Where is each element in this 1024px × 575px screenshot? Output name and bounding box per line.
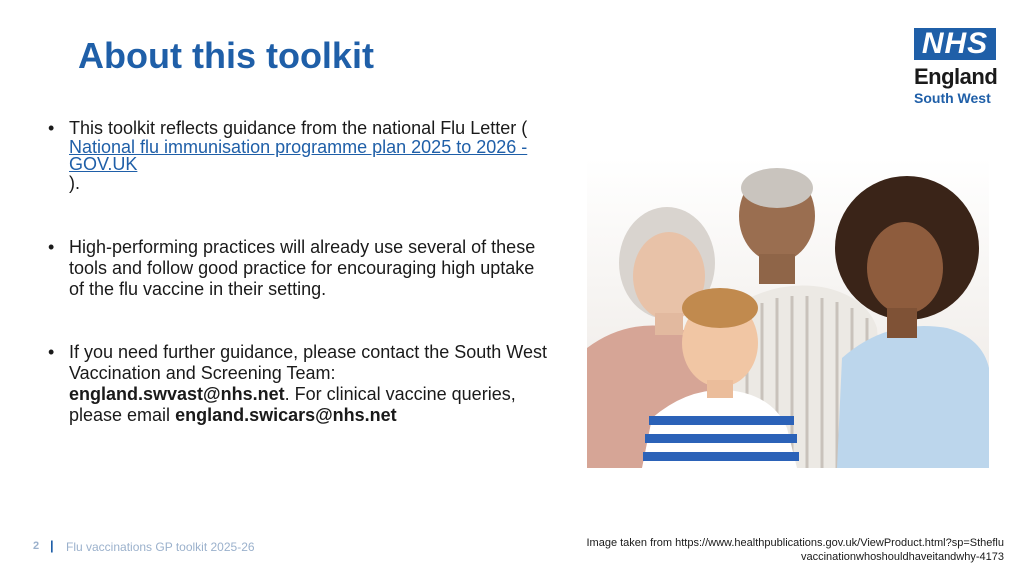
- footer-separator: |: [50, 538, 54, 553]
- flu-letter-link[interactable]: National flu immunisation programme plan 2025 to 2026 - GOV.UK: [69, 137, 528, 174]
- bullet-text: This toolkit reflects guidance from the national Flu Letter (: [69, 118, 528, 138]
- logo-region-text: South West: [914, 90, 991, 106]
- swvast-email: england.swvast@nhs.net: [69, 384, 285, 404]
- bullet-text: . For clinical vaccine queries, please email: [69, 384, 516, 425]
- family-photo-icon: [587, 158, 989, 468]
- page-number: 2: [33, 540, 40, 552]
- footer-doc-title: Flu vaccinations GP toolkit 2025-26: [66, 540, 255, 554]
- bullet-item: [48, 237, 548, 300]
- swicars-email: england.swicars@nhs.net: [175, 405, 397, 425]
- bullet-text: If you need further guidance, please contact the South West Vaccination and Screening Team:: [69, 342, 547, 383]
- nhs-logo-mark: NHS: [914, 28, 996, 60]
- bullet-text: ).: [69, 173, 80, 193]
- family-photo: [587, 158, 989, 468]
- page-title: About this toolkit: [78, 35, 374, 76]
- nhs-england-logo: [914, 28, 1000, 105]
- image-credit: Image taken from https://www.healthpublications.gov.uk/ViewProduct.html?sp=Sthefluvaccinationwhoshouldhaveitandwhy-4173: [586, 537, 1004, 563]
- bullet-item: [48, 118, 548, 194]
- bullet-item: [48, 342, 548, 426]
- bullet-text: High-performing practices will already use several of these tools and follow good practice for encouraging high uptake of the flu vaccine in their setting.: [69, 237, 536, 299]
- logo-england-text: England: [914, 64, 998, 89]
- bullet-list: [48, 118, 548, 426]
